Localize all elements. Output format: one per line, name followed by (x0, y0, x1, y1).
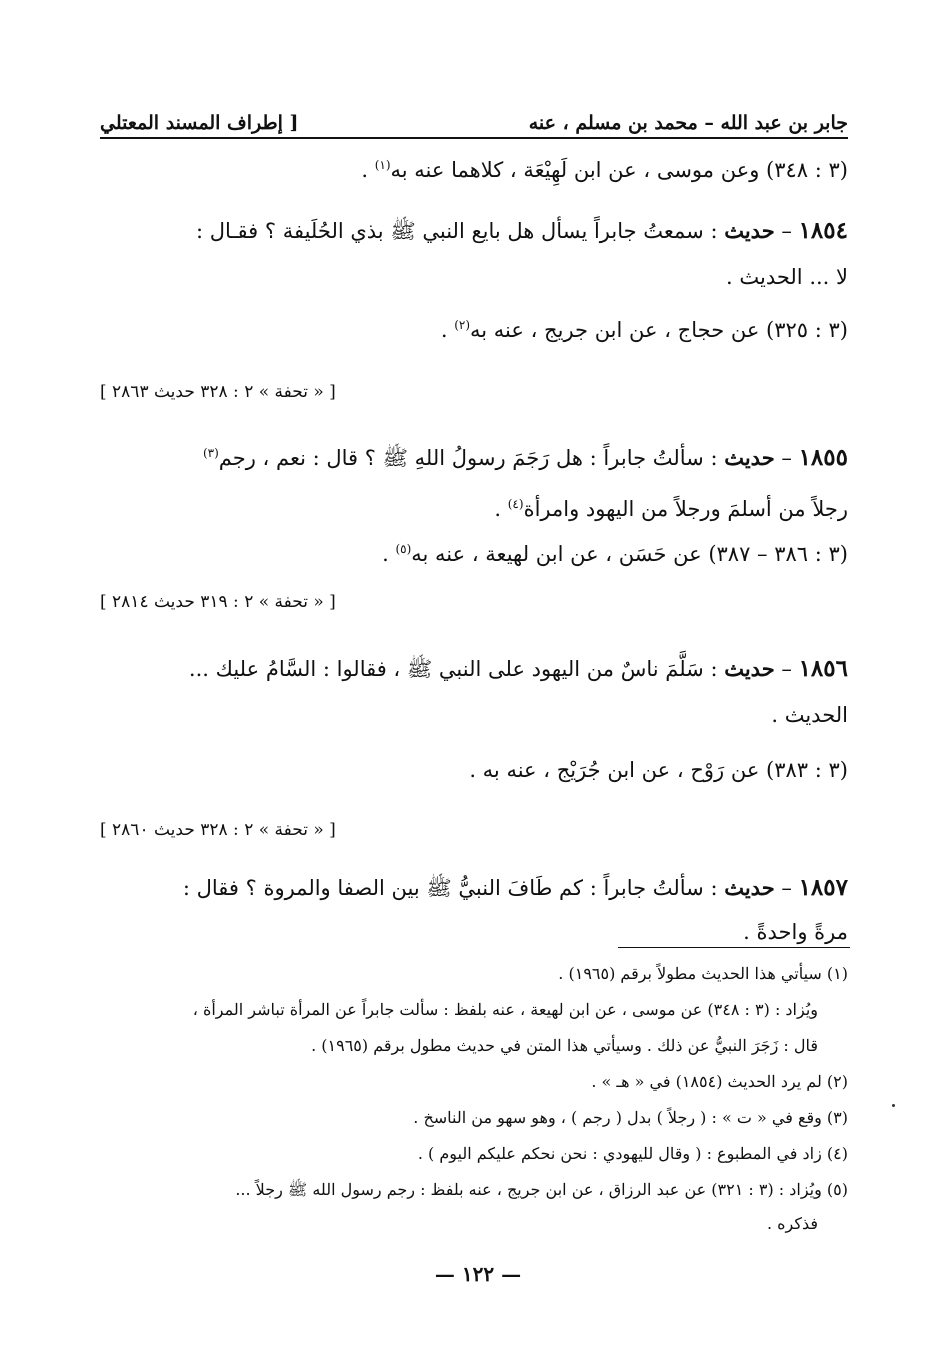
hadith-keyword: حديث (724, 218, 775, 243)
hadith-text: : سألتُ جابراً : كم طَافَ النبيُّ ﷺ بين الصفا والمروة ؟ فقال : (182, 876, 718, 900)
footnote-rule (618, 947, 850, 948)
hadith-number: ١٨٥٦ (798, 655, 848, 682)
header-rule (100, 137, 848, 139)
footnote-4: (٤) زاد في المطبوع : ( وقال لليهودي : نحن نحكم عليكم اليوم ) . (417, 1144, 848, 1163)
hadith-1855: ١٨٥٥ – حديث : سألتُ جابراً : هل رَجَمَ رسولُ اللهِ ﷺ ؟ قال : نعم ، رجم$^{(٣)}$ رجلاً من أسلمَ ورجلاً من اليهود وامرأة$^{(٤)}$ . (98, 430, 848, 532)
footnote-5-cont: فذكره . (766, 1214, 818, 1233)
hadith-text: : سمعتُ جابراً يسأل هل بايع النبي ﷺ بذي الحُلَيفة ؟ فقـال : (196, 219, 718, 243)
header-book-title: [ إطراف المسند المعتلي (100, 112, 299, 134)
hadith-keyword: حديث (724, 445, 775, 470)
hadith-number: ١٨٥٤ (798, 217, 848, 244)
carryover-line: (٣ : ٣٤٨) وعن موسى ، عن ابن لَهِيْعَة ، كلاهما عنه به$^{(١)}$ . (361, 158, 848, 182)
hadith-source: (٣ : ٣٨٦ – ٣٨٧) عن حَسَن ، عن ابن لهيعة ، عنه به$^{(٥)}$ . (382, 542, 848, 566)
tuhfa-reference: [ « تحفة » ٢ : ٣١٩ حديث ٢٨١٤ ] (100, 592, 336, 612)
hadith-keyword: حديث (724, 875, 775, 900)
hadith-text-cont: رجلاً من أسلمَ ورجلاً من اليهود وامرأة$^{(٤)}$ . (494, 497, 848, 521)
footnote-1-addition: ويُزاد : (٣ : ٣٤٨) عن موسى ، عن ابن لهيعة ، عنه بلفظ : سألت جابراً عن المرأة تباشر المرأة ، (192, 1000, 818, 1019)
hadith-source: (٣ : ٣٢٥) عن حجاج ، عن ابن جريج ، عنه به$^{(٢)}$ . (440, 318, 848, 342)
hadith-keyword: حديث (724, 656, 775, 681)
hadith-1856: ١٨٥٦ – حديث : سَلَّمَ ناسٌ من اليهود على النبي ﷺ ، فقالوا : السَّامُ عليك ... الحديث . (98, 646, 848, 738)
footnote-ref: (٢) (454, 318, 471, 332)
hadith-text: : سَلَّمَ ناسٌ من اليهود على النبي ﷺ ، فقالوا : السَّامُ عليك ... (188, 657, 718, 681)
hadith-text: : سألتُ جابراً : هل رَجَمَ رسولُ اللهِ ﷺ ؟ قال : نعم ، رجم (218, 446, 718, 470)
hadith-source: (٣ : ٣٨٣) عن رَوْح ، عن ابن جُرَيْج ، عنه به . (469, 758, 848, 782)
footnote-5: (٥) ويُزاد : (٣ : ٣٢١) عن عبد الرزاق ، عن ابن جريج ، عنه بلفظ : رجم رسول الله ﷺ رجلاً ... (235, 1180, 848, 1199)
header-chapter: جابر بن عبد الله – محمد بن مسلم ، عنه (528, 112, 848, 134)
footnote-ref: (١) (374, 158, 391, 172)
footnote-ref: (٤) (507, 497, 524, 511)
tuhfa-reference: [ « تحفة » ٢ : ٣٢٨ حديث ٢٨٦٣ ] (100, 382, 336, 402)
hadith-number: ١٨٥٧ (798, 874, 848, 901)
hadith-text-cont: لا ... الحديث . (726, 265, 848, 289)
hadith-number: ١٨٥٥ (798, 444, 848, 471)
footnote-1: (١) سيأتي هذا الحديث مطولاً برقم (١٩٦٥) . (558, 964, 848, 983)
scan-speck (892, 1104, 895, 1107)
hadith-text-cont: مرةً واحدةً . (743, 920, 848, 944)
tuhfa-reference: [ « تحفة » ٢ : ٣٢٨ حديث ٢٨٦٠ ] (100, 820, 336, 840)
hadith-1857: ١٨٥٧ – حديث : سألتُ جابراً : كم طَافَ النبيُّ ﷺ بين الصفا والمروة ؟ فقال : مرةً واحدةً . (98, 866, 848, 954)
footnote-2: (٢) لم يرد الحديث (١٨٥٤) في « هـ » . (591, 1072, 848, 1091)
footnote-ref: (٣) (202, 446, 219, 460)
footnote-3: (٣) وقع في « ت » : ( رجلاً ) بدل ( رجم ) ، وهو سهو من الناسخ . (413, 1108, 848, 1127)
hadith-text-cont: الحديث . (771, 703, 848, 727)
running-header (100, 100, 848, 134)
footnote-ref: (٥) (395, 542, 412, 556)
hadith-1854: ١٨٥٤ – حديث : سمعتُ جابراً يسأل هل بايع النبي ﷺ بذي الحُلَيفة ؟ فقـال : لا ... الحديث . (98, 208, 848, 300)
footnote-1-addition-cont: قال : زَجَرَ النبيُّ عن ذلك . وسيأتي هذا المتن في حديث مطول برقم (١٩٦٥) . (311, 1036, 818, 1055)
page-number: — ١٢٢ — (434, 1262, 522, 1286)
